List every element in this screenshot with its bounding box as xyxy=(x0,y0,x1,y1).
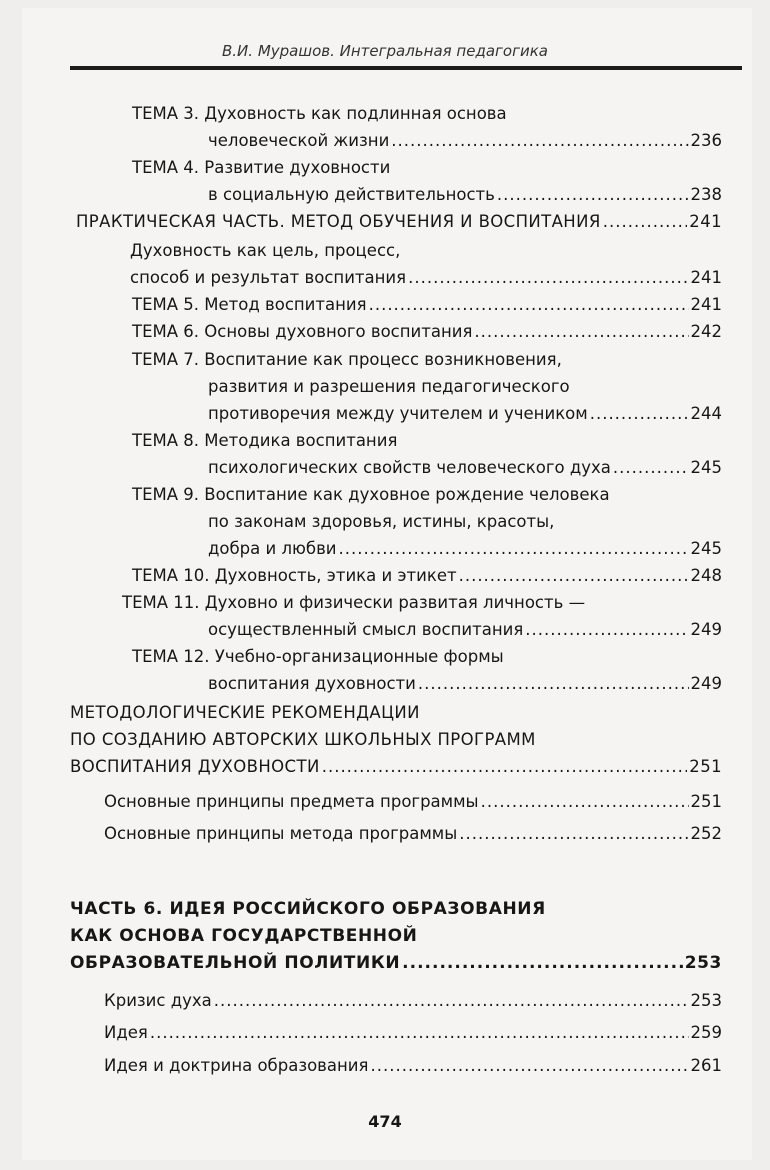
toc-entry-line: КАК ОСНОВА ГОСУДАРСТВЕННОЙ xyxy=(70,926,418,946)
dot-leader xyxy=(418,670,689,697)
toc-entry-final-line xyxy=(132,181,722,208)
dot-leader xyxy=(339,535,689,562)
toc-entry xyxy=(130,237,722,291)
toc-entry-final-line xyxy=(132,400,722,427)
toc-entry-final-line xyxy=(122,616,722,643)
dot-leader xyxy=(459,820,688,847)
dot-leader xyxy=(402,950,683,977)
toc-page-number: 244 xyxy=(690,404,722,423)
toc-entry xyxy=(104,1052,722,1079)
toc-entry-line: ТЕМА 4. Развитие духовности xyxy=(132,158,391,177)
toc-entry-title: Основные принципы метода программы xyxy=(104,824,458,843)
running-header: В.И. Мурашов. Интегральная педагогика xyxy=(222,42,548,60)
toc-entry-final-line xyxy=(132,318,722,345)
toc-page-number: 252 xyxy=(690,824,722,843)
toc-entry-title: ТЕМА 6. Основы духовного воспитания xyxy=(132,322,473,341)
toc-entry-title: осуществленный смысл воспитания xyxy=(208,620,524,639)
toc-entry xyxy=(104,1019,722,1046)
toc-entry-title: ТЕМА 10. Духовность, этика и этикет xyxy=(132,566,457,585)
toc-entry-title: в социальную действительность xyxy=(208,185,495,204)
dot-leader xyxy=(391,127,688,154)
toc-entry xyxy=(132,643,722,697)
toc-page-number: 248 xyxy=(690,566,722,585)
toc-entry-final-line xyxy=(132,454,722,481)
toc-entry-line: ЧАСТЬ 6. ИДЕЯ РОССИЙСКОГО ОБРАЗОВАНИЯ xyxy=(70,899,546,919)
dot-leader xyxy=(481,788,689,815)
toc-entry-title: ТЕМА 5. Метод воспитания xyxy=(132,295,367,314)
toc-entry-title: ВОСПИТАНИЯ ДУХОВНОСТИ xyxy=(70,757,320,776)
dot-leader xyxy=(590,400,689,427)
toc-entry-title: психологических свойств человеческого духа xyxy=(208,458,611,477)
toc-page-number: 253 xyxy=(690,991,722,1010)
toc-page-number: 241 xyxy=(690,268,722,287)
toc-entry-final-line xyxy=(70,753,722,780)
toc-entry xyxy=(70,699,722,780)
toc-entry xyxy=(132,318,722,345)
toc-entry-final-line xyxy=(76,208,722,235)
toc-entry-line: ТЕМА 8. Методика воспитания xyxy=(132,431,398,450)
toc-entry-line: ПО СОЗДАНИЮ АВТОРСКИХ ШКОЛЬНЫХ ПРОГРАММ xyxy=(70,730,536,749)
dot-leader xyxy=(613,454,689,481)
page-number: 474 xyxy=(368,1112,402,1131)
toc-entry xyxy=(132,346,722,427)
toc-entry-final-line xyxy=(132,562,722,589)
toc-page-number: 241 xyxy=(690,295,722,314)
toc-entry-line: ТЕМА 9. Воспитание как духовное рождение человека xyxy=(132,485,610,504)
toc-entry-final-line xyxy=(104,1019,722,1046)
toc-entry-title: ПРАКТИЧЕСКАЯ ЧАСТЬ. МЕТОД ОБУЧЕНИЯ И ВОСПИТАНИЯ xyxy=(76,212,601,231)
toc-entry-final-line xyxy=(130,264,722,291)
toc-page-number: 236 xyxy=(690,131,722,150)
toc-entry-title: противоречия между учителем и учеником xyxy=(208,404,588,423)
toc-entry-final-line xyxy=(132,670,722,697)
dot-leader xyxy=(525,616,688,643)
toc-entry-line: ТЕМА 11. Духовно и физически развитая личность — xyxy=(122,593,586,612)
dot-leader xyxy=(369,291,689,318)
toc-entry-title: Кризис духа xyxy=(104,991,212,1010)
toc-page-number: 245 xyxy=(690,539,722,558)
toc-entry-final-line xyxy=(104,788,722,815)
toc-page-number: 251 xyxy=(689,757,722,776)
dot-leader xyxy=(408,264,688,291)
toc-entry-final-line xyxy=(70,950,722,977)
toc-entry-final-line xyxy=(132,535,722,562)
dot-leader xyxy=(603,208,688,235)
toc-entry-title: Идея xyxy=(104,1023,148,1042)
toc-entry xyxy=(132,100,722,154)
dot-leader xyxy=(474,318,688,345)
toc-entry-final-line xyxy=(104,820,722,847)
toc-entry-final-line xyxy=(132,291,722,318)
toc-entry-line: развития и разрешения педагогического xyxy=(208,377,570,396)
toc-entry-line: ТЕМА 7. Воспитание как процесс возникновения, xyxy=(132,350,562,369)
toc-page-number: 253 xyxy=(684,953,722,973)
toc-entry-line: ТЕМА 12. Учебно-организационные формы xyxy=(132,647,504,666)
dot-leader xyxy=(497,181,689,208)
dot-leader xyxy=(459,562,689,589)
toc-entry xyxy=(132,154,722,208)
toc-entry-final-line xyxy=(104,1052,722,1079)
toc-page-number: 249 xyxy=(690,674,722,693)
toc-entry xyxy=(76,208,722,235)
toc-entry-title: Основные принципы предмета программы xyxy=(104,792,479,811)
toc-entry xyxy=(70,896,722,977)
toc-entry-line: МЕТОДОЛОГИЧЕСКИЕ РЕКОМЕНДАЦИИ xyxy=(70,703,420,722)
dot-leader xyxy=(150,1019,689,1046)
header-rule xyxy=(70,66,742,70)
dot-leader xyxy=(370,1052,688,1079)
toc-page-number: 245 xyxy=(690,458,722,477)
toc-entry xyxy=(132,427,722,481)
toc-entry-final-line xyxy=(132,127,722,154)
dot-leader xyxy=(214,987,689,1014)
toc-entry xyxy=(132,562,722,589)
toc-entry xyxy=(104,788,722,815)
toc-entry-title: ОБРАЗОВАТЕЛЬНОЙ ПОЛИТИКИ xyxy=(70,953,401,973)
toc-page-number: 261 xyxy=(690,1056,722,1075)
toc-entry-line: по законам здоровья, истины, красоты, xyxy=(208,512,555,531)
toc-entry-line: ТЕМА 3. Духовность как подлинная основа xyxy=(132,104,507,123)
toc-entry-title: способ и результат воспитания xyxy=(130,268,407,287)
toc-page-number: 259 xyxy=(690,1023,722,1042)
toc-entry-title: человеческой жизни xyxy=(208,131,390,150)
toc-page-number: 242 xyxy=(690,322,722,341)
toc-page-number: 241 xyxy=(689,212,722,231)
toc-entry xyxy=(132,481,722,562)
toc-page-number: 251 xyxy=(690,792,722,811)
toc-entry xyxy=(132,291,722,318)
toc-entry xyxy=(122,589,722,643)
toc-entry xyxy=(104,820,722,847)
toc-entry-final-line xyxy=(104,987,722,1014)
toc-entry xyxy=(104,987,722,1014)
toc-page-number: 238 xyxy=(690,185,722,204)
toc-entry-line: Духовность как цель, процесс, xyxy=(130,241,401,260)
toc-entry-title: Идея и доктрина образования xyxy=(104,1056,369,1075)
toc-entry-title: воспитания духовности xyxy=(208,674,416,693)
dot-leader xyxy=(322,753,688,780)
toc-entry-title: добра и любви xyxy=(208,539,337,558)
toc-page-number: 249 xyxy=(690,620,722,639)
